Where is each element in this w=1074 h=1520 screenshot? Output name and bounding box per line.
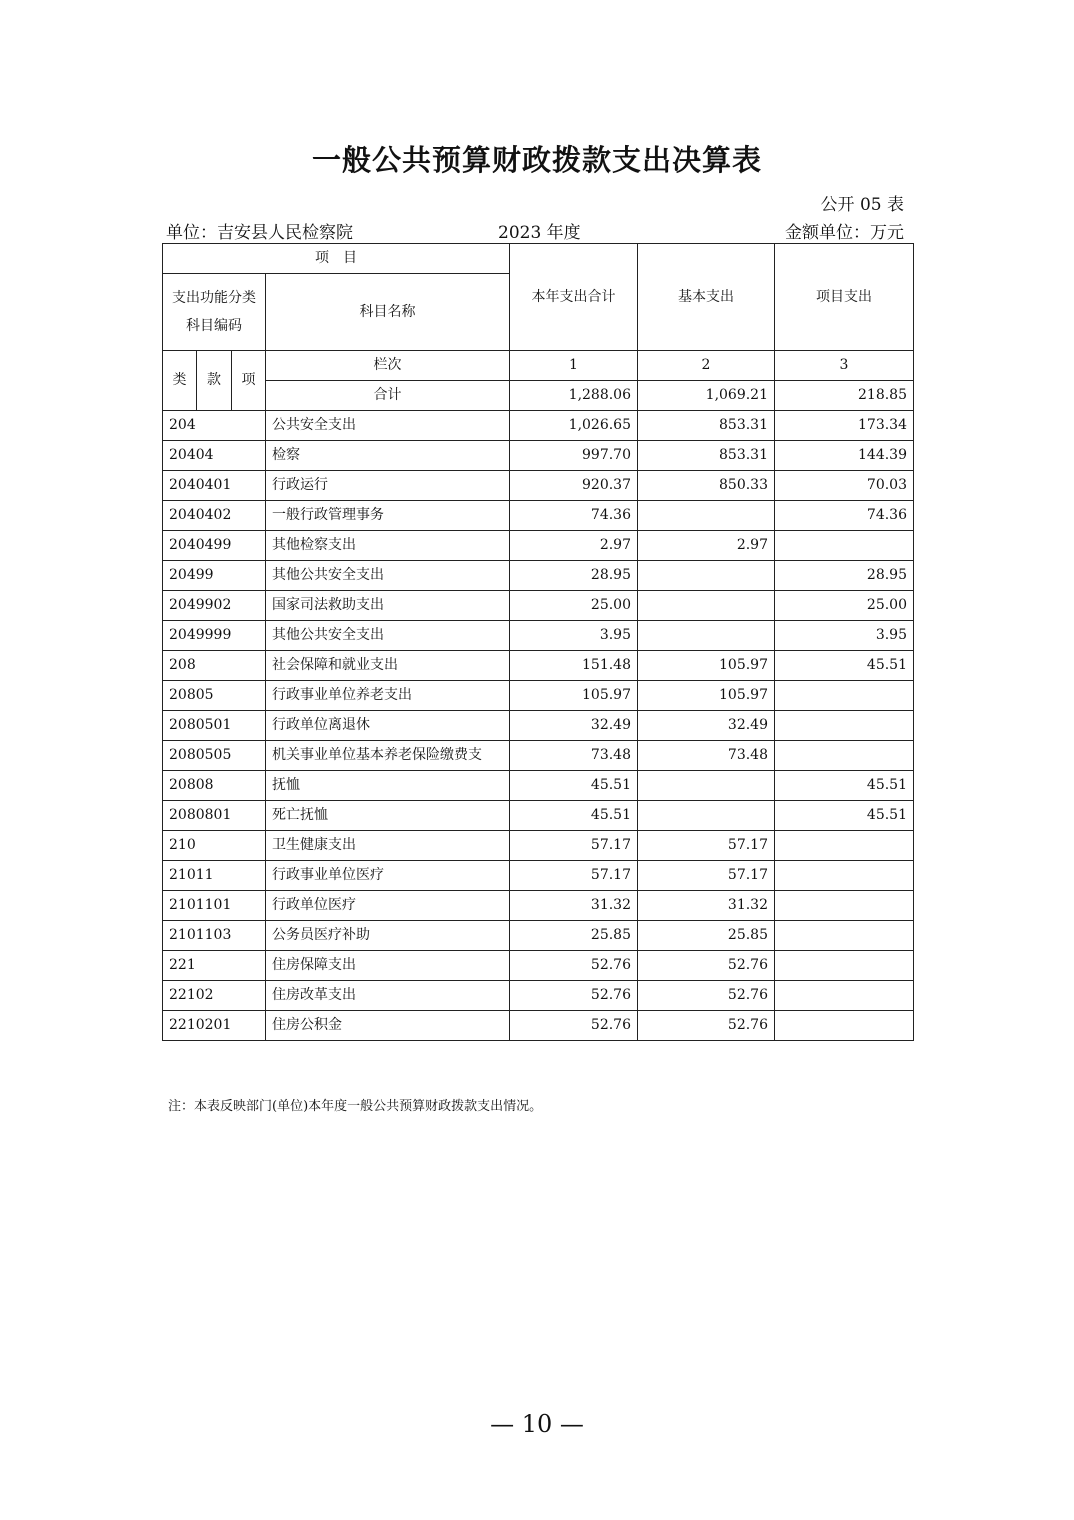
- sum-total: 1,288.06: [510, 381, 638, 411]
- row-project: [775, 1011, 914, 1041]
- table-row: [163, 771, 914, 801]
- header-col1: 1: [510, 351, 638, 381]
- row-subject-name: 国家司法救助支出: [266, 591, 510, 621]
- header-lei: 类: [163, 351, 197, 411]
- row-project: 28.95: [775, 561, 914, 591]
- row-project: [775, 711, 914, 741]
- row-project: 173.34: [775, 411, 914, 441]
- row-basic: [638, 771, 775, 801]
- row-code: 2040402: [163, 501, 266, 531]
- table-row: [163, 981, 914, 1011]
- row-basic: [638, 501, 775, 531]
- header-column-label: 栏次: [266, 351, 510, 381]
- row-subject-name: 住房改革支出: [266, 981, 510, 1011]
- row-project: [775, 861, 914, 891]
- table-row: [163, 651, 914, 681]
- row-subject-name: 行政事业单位医疗: [266, 861, 510, 891]
- row-basic: 52.76: [638, 981, 775, 1011]
- row-project: 70.03: [775, 471, 914, 501]
- row-code: 20805: [163, 681, 266, 711]
- row-total: 28.95: [510, 561, 638, 591]
- row-code: 2049999: [163, 621, 266, 651]
- row-basic: 57.17: [638, 831, 775, 861]
- row-basic: 850.33: [638, 471, 775, 501]
- row-basic: 25.85: [638, 921, 775, 951]
- header-project-expenditure: 项目支出: [775, 244, 914, 351]
- row-project: 45.51: [775, 801, 914, 831]
- row-basic: 853.31: [638, 441, 775, 471]
- table-row: [163, 501, 914, 531]
- row-basic: [638, 561, 775, 591]
- row-subject-name: 社会保障和就业支出: [266, 651, 510, 681]
- row-code: 210: [163, 831, 266, 861]
- row-code: 22102: [163, 981, 266, 1011]
- row-total: 52.76: [510, 1011, 638, 1041]
- page-number: — 10 —: [490, 1410, 584, 1438]
- row-subject-name: 卫生健康支出: [266, 831, 510, 861]
- row-basic: [638, 591, 775, 621]
- fiscal-year: 2023 年度: [498, 223, 581, 243]
- row-project: 144.39: [775, 441, 914, 471]
- table-row: [163, 831, 914, 861]
- row-code: 208: [163, 651, 266, 681]
- amount-unit: 金额单位：万元: [785, 223, 904, 243]
- table-row: [163, 681, 914, 711]
- table-row: [163, 891, 914, 921]
- row-subject-name: 住房公积金: [266, 1011, 510, 1041]
- row-total: 1,026.65: [510, 411, 638, 441]
- row-total: 105.97: [510, 681, 638, 711]
- row-code: 20404: [163, 441, 266, 471]
- row-code: 20808: [163, 771, 266, 801]
- sum-basic: 1,069.21: [638, 381, 775, 411]
- row-project: 25.00: [775, 591, 914, 621]
- row-basic: [638, 801, 775, 831]
- row-total: 52.76: [510, 951, 638, 981]
- row-basic: 31.32: [638, 891, 775, 921]
- row-code: 2101101: [163, 891, 266, 921]
- row-project: [775, 891, 914, 921]
- row-code: 2080801: [163, 801, 266, 831]
- row-code: 2040401: [163, 471, 266, 501]
- header-kuan: 款: [197, 351, 232, 411]
- table-row: [163, 741, 914, 771]
- table-row: [163, 411, 914, 441]
- row-code: 2080505: [163, 741, 266, 771]
- row-code: 2210201: [163, 1011, 266, 1041]
- row-code: 2101103: [163, 921, 266, 951]
- header-total: 本年支出合计: [510, 244, 638, 351]
- row-subject-name: 其他公共安全支出: [266, 621, 510, 651]
- row-project: 74.36: [775, 501, 914, 531]
- table-row: [163, 801, 914, 831]
- row-basic: [638, 621, 775, 651]
- table-row: [163, 861, 914, 891]
- row-total: 25.85: [510, 921, 638, 951]
- row-project: [775, 741, 914, 771]
- row-project: 45.51: [775, 651, 914, 681]
- header-xiang: 项: [232, 351, 266, 411]
- row-total: 57.17: [510, 861, 638, 891]
- row-total: 73.48: [510, 741, 638, 771]
- row-code: 204: [163, 411, 266, 441]
- row-code: 20499: [163, 561, 266, 591]
- row-subject-name: 一般行政管理事务: [266, 501, 510, 531]
- row-basic: 105.97: [638, 681, 775, 711]
- row-subject-name: 检察: [266, 441, 510, 471]
- row-project: [775, 531, 914, 561]
- row-basic: 853.31: [638, 411, 775, 441]
- table-row: [163, 711, 914, 741]
- row-total: 31.32: [510, 891, 638, 921]
- table-row: [163, 921, 914, 951]
- table-row: [163, 591, 914, 621]
- row-code: 21011: [163, 861, 266, 891]
- row-subject-name: 其他检察支出: [266, 531, 510, 561]
- row-code: 2040499: [163, 531, 266, 561]
- row-basic: 105.97: [638, 651, 775, 681]
- header-subject-name: 科目名称: [266, 274, 510, 351]
- row-total: 997.70: [510, 441, 638, 471]
- row-total: 151.48: [510, 651, 638, 681]
- form-number: 公开 05 表: [820, 195, 904, 215]
- table-row: [163, 621, 914, 651]
- row-basic: 52.76: [638, 951, 775, 981]
- table-row: [163, 1011, 914, 1041]
- row-project: 3.95: [775, 621, 914, 651]
- row-project: [775, 951, 914, 981]
- header-col2: 2: [638, 351, 775, 381]
- row-project: [775, 681, 914, 711]
- row-total: 3.95: [510, 621, 638, 651]
- row-total: 74.36: [510, 501, 638, 531]
- table-row: [163, 441, 914, 471]
- row-subject-name: 行政事业单位养老支出: [266, 681, 510, 711]
- row-code: 2049902: [163, 591, 266, 621]
- row-basic: 57.17: [638, 861, 775, 891]
- row-total: 45.51: [510, 771, 638, 801]
- row-project: 45.51: [775, 771, 914, 801]
- row-subject-name: 行政单位离退休: [266, 711, 510, 741]
- row-project: [775, 921, 914, 951]
- row-total: 25.00: [510, 591, 638, 621]
- row-subject-name: 公共安全支出: [266, 411, 510, 441]
- row-subject-name: 抚恤: [266, 771, 510, 801]
- row-code: 2080501: [163, 711, 266, 741]
- row-project: [775, 981, 914, 1011]
- row-total: 920.37: [510, 471, 638, 501]
- row-total: 45.51: [510, 801, 638, 831]
- row-basic: 2.97: [638, 531, 775, 561]
- table-row: [163, 471, 914, 501]
- row-code: 221: [163, 951, 266, 981]
- header-project: 项 目: [163, 244, 510, 274]
- table-row: [163, 561, 914, 591]
- row-total: 32.49: [510, 711, 638, 741]
- row-basic: 73.48: [638, 741, 775, 771]
- sum-project: 218.85: [775, 381, 914, 411]
- header-function-code: 支出功能分类科目编码: [163, 274, 266, 351]
- table-row: [163, 951, 914, 981]
- expenditure-table: [162, 243, 914, 1041]
- row-subject-name: 公务员医疗补助: [266, 921, 510, 951]
- row-total: 52.76: [510, 981, 638, 1011]
- row-subject-name: 行政运行: [266, 471, 510, 501]
- header-basic: 基本支出: [638, 244, 775, 351]
- row-subject-name: 其他公共安全支出: [266, 561, 510, 591]
- row-basic: 32.49: [638, 711, 775, 741]
- row-subject-name: 死亡抚恤: [266, 801, 510, 831]
- row-subject-name: 行政单位医疗: [266, 891, 510, 921]
- row-total: 2.97: [510, 531, 638, 561]
- row-basic: 52.76: [638, 1011, 775, 1041]
- table-row: [163, 531, 914, 561]
- row-subject-name: 住房保障支出: [266, 951, 510, 981]
- row-project: [775, 831, 914, 861]
- table-note: 注：本表反映部门(单位)本年度一般公共预算财政拨款支出情况。: [168, 1099, 543, 1114]
- header-col3: 3: [775, 351, 914, 381]
- page-title: 一般公共预算财政拨款支出决算表: [311, 143, 762, 177]
- row-total: 57.17: [510, 831, 638, 861]
- unit-name: 单位：吉安县人民检察院: [166, 223, 353, 243]
- row-subject-name: 机关事业单位基本养老保险缴费支: [266, 741, 510, 771]
- sum-label: 合计: [266, 381, 510, 411]
